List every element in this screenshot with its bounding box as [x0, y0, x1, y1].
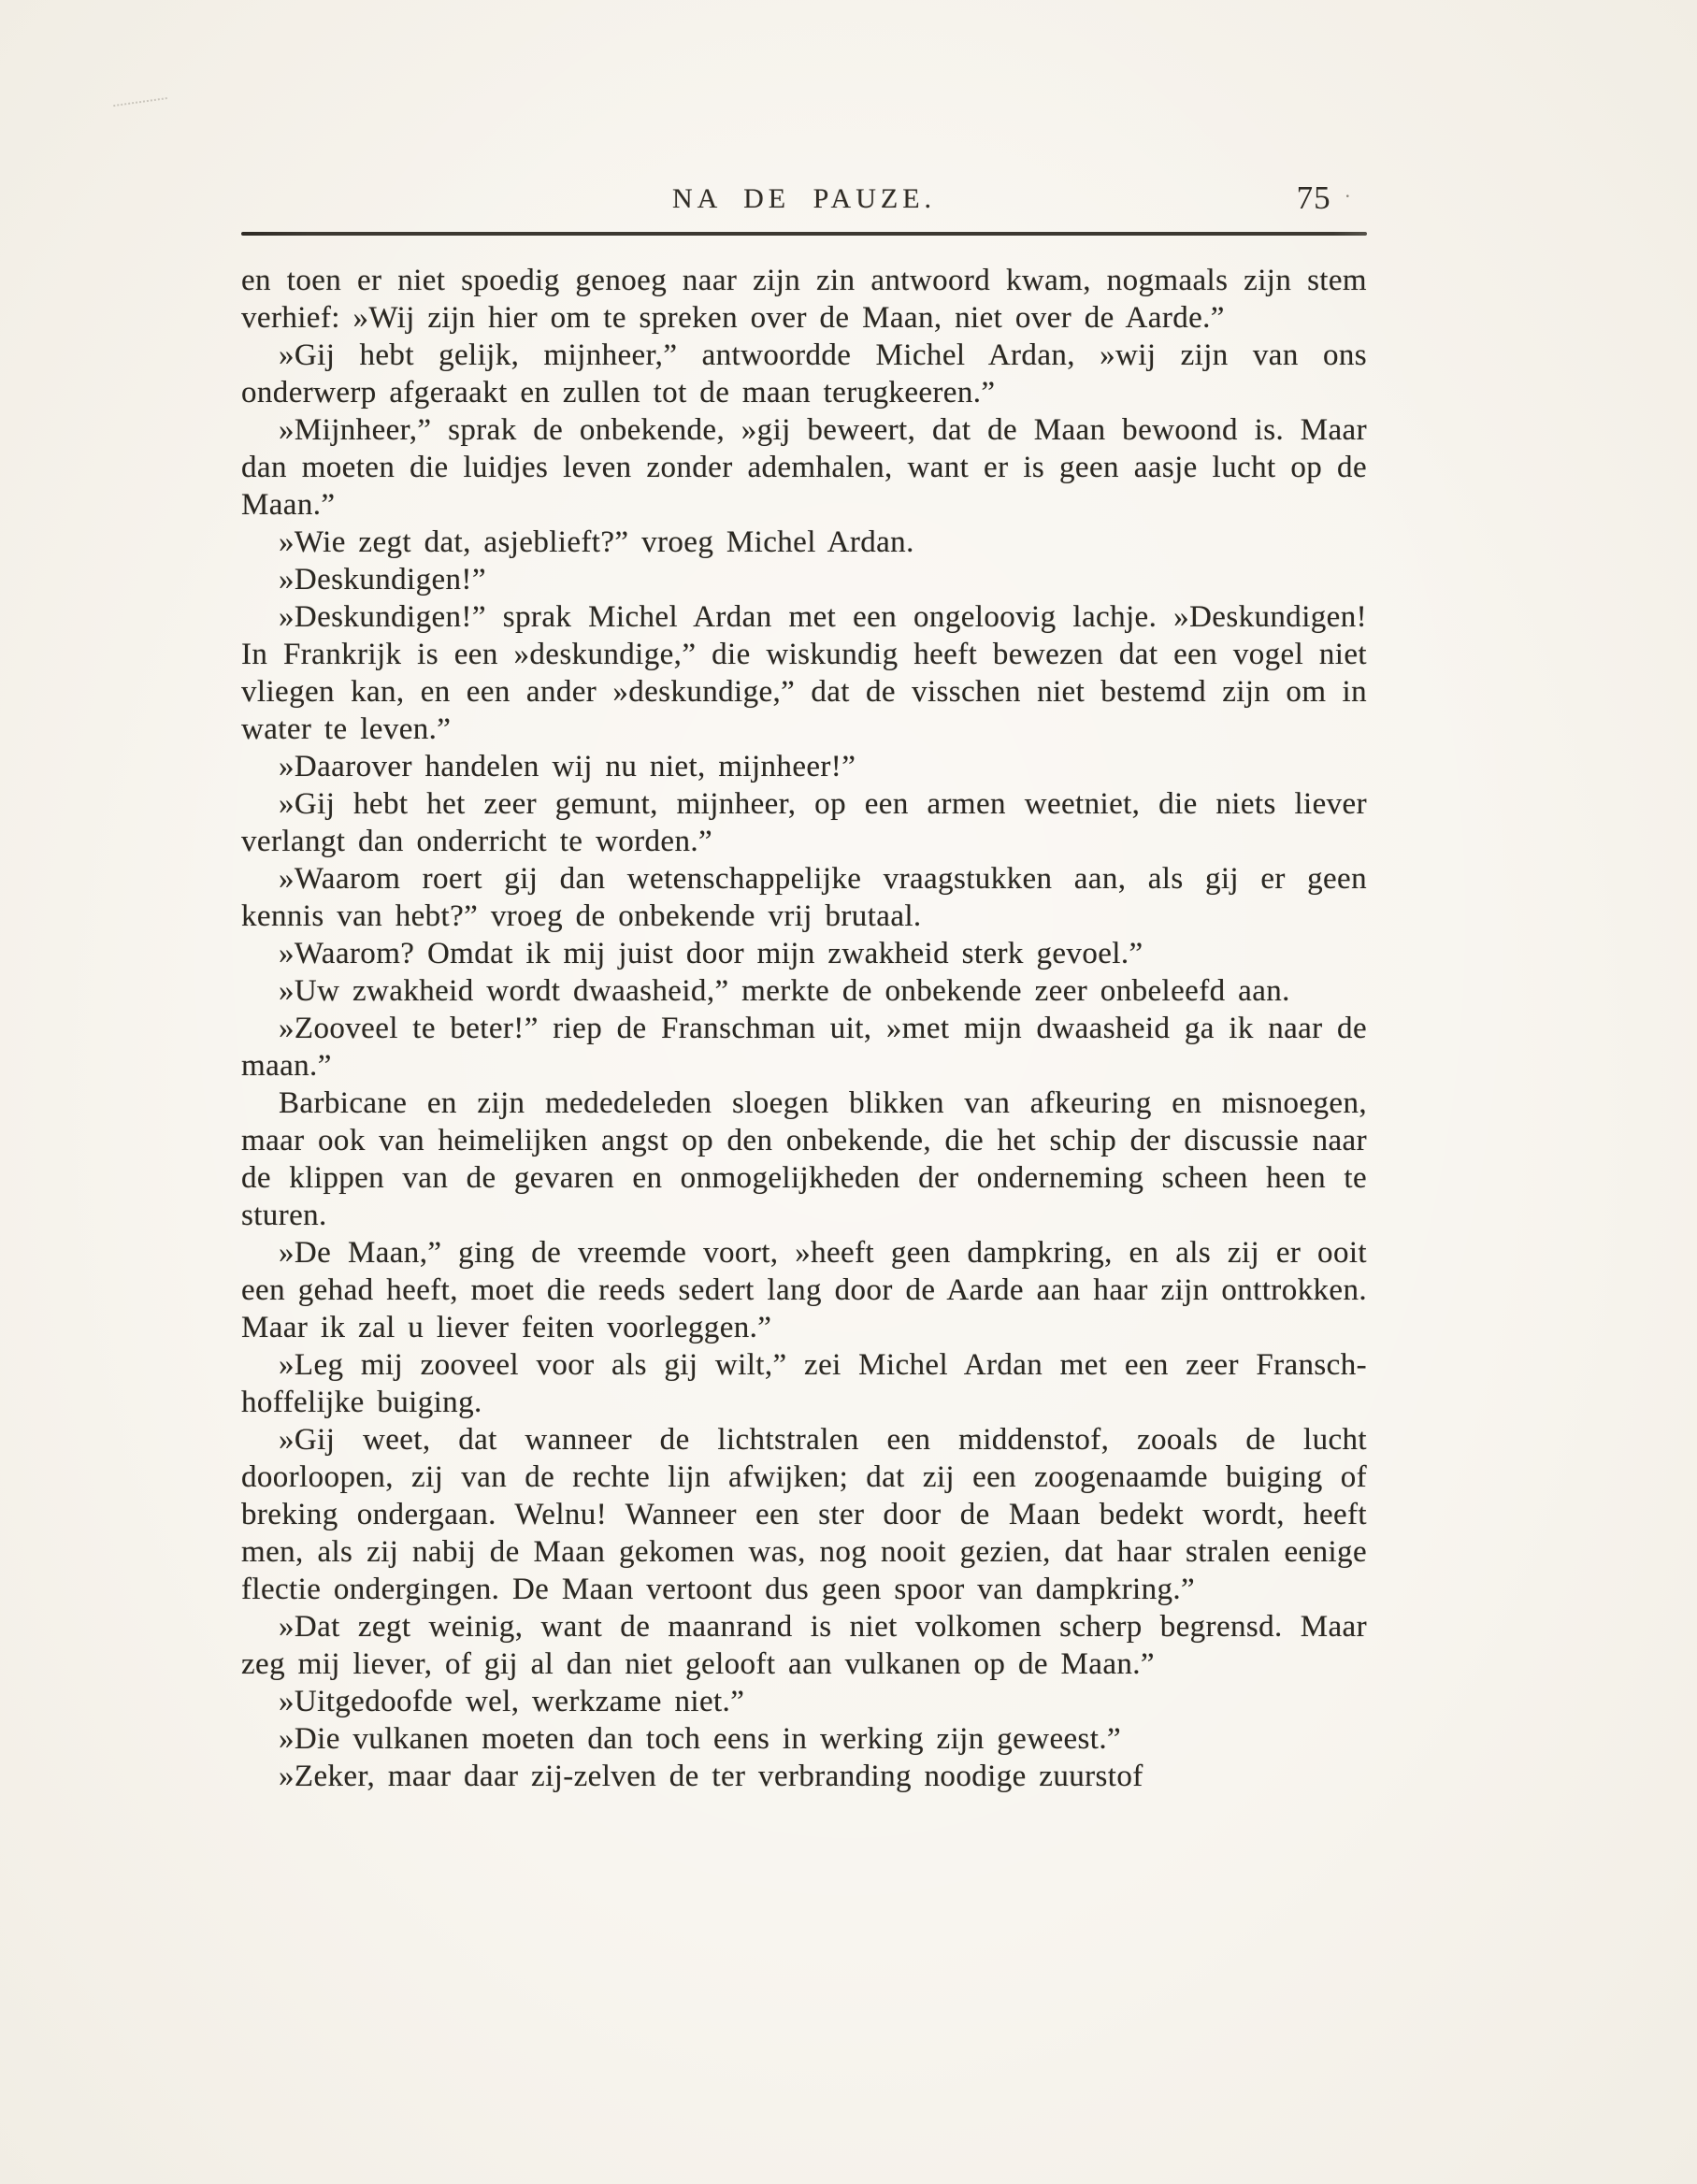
paragraph: »Uitgedoofde wel, werkzame niet.” [279, 1685, 745, 1718]
paragraph: »Daarover handelen wij nu niet, mijnheer!” [279, 750, 856, 783]
paragraph: »Wie zegt dat, asjeblieft?” vroeg Michel Ardan. [279, 525, 914, 559]
paragraph: »Gij hebt gelijk, mijnheer,” antwoordde Michel Ardan, »wij zijn van ons onderwerp afgeraakt en zullen tot de maan terugkeeren.” [241, 338, 1367, 410]
paragraph: »Zeker, maar daar zij-zelven de ter verbranding noodige zuurstof [279, 1760, 1143, 1793]
page-number: 75 · [1297, 180, 1352, 217]
paragraph: »De Maan,” ging de vreemde voort, »heeft geen dampkring, en als zij er ooit een gehad heeft, moet die reeds sedert lang door de Aarde aan haar zijn onttrokken. Maar ik zal u liever feiten voorleggen.” [241, 1236, 1367, 1344]
paragraph: »Gij hebt het zeer gemunt, mijnheer, op een armen weetniet, die niets liever verlangt dan onderricht te worden.” [241, 787, 1367, 858]
body-text [241, 262, 1367, 1795]
paragraph: »Deskundigen!” sprak Michel Ardan met een ongeloovig lachje. »Deskundigen! In Frankrijk is een »deskundige,” die wiskundig heeft bewezen dat een vogel niet vliegen kan, en een ander »deskundige,” dat de visschen niet bestemd zijn om in water te leven.” [241, 600, 1367, 746]
paragraph: en toen er niet spoedig genoeg naar zijn zin antwoord kwam, nogmaals zijn stem verhief: »Wij zijn hier om te spreken over de Maan, niet over de Aarde.” [241, 264, 1367, 335]
pencil-mark [113, 97, 169, 120]
paragraph: »Waarom roert gij dan wetenschappelijke vraagstukken aan, als gij er geen kennis van hebt?” vroeg de onbekende vrij brutaal. [241, 862, 1367, 933]
page-header [241, 180, 1367, 224]
paragraph: Barbicane en zijn mededeleden sloegen blikken van afkeuring en misnoegen, maar ook van heimelijken angst op den onbekende, die het schip der discussie naar de klippen van de gevaren en onmogelijkheden der onderneming scheen heen te sturen. [241, 1086, 1367, 1232]
running-title: NA DE PAUZE. [671, 183, 937, 214]
paragraph: »Mijnheer,” sprak de onbekende, »gij beweert, dat de Maan bewoond is. Maar dan moeten die luidjes leven zonder ademhalen, want er is geen aasje lucht op de Maan.” [241, 413, 1367, 522]
paragraph: »Deskundigen!” [279, 563, 486, 596]
paragraph: »Dat zegt weinig, want de maanrand is niet volkomen scherp begrensd. Maar zeg mij liever, of gij al dan niet gelooft aan vulkanen op de Maan.” [241, 1610, 1367, 1681]
header-rule [241, 232, 1367, 236]
paragraph: »Uw zwakheid wordt dwaasheid,” merkte de onbekende zeer onbeleefd aan. [279, 974, 1290, 1008]
paragraph: »Waarom? Omdat ik mij juist door mijn zwakheid sterk gevoel.” [279, 937, 1143, 970]
paragraph: »Die vulkanen moeten dan toch eens in werking zijn geweest.” [279, 1722, 1122, 1756]
paragraph: »Gij weet, dat wanneer de lichtstralen een middenstof, zooals de lucht doorloopen, zij van de rechte lijn afwijken; dat zij een zoogenaamde buiging of breking ondergaan. Welnu! Wanneer een ster door de Maan bedekt wordt, heeft men, als zij nabij de Maan gekomen was, nog nooit gezien, dat haar stralen eenige flectie ondergingen. De Maan vertoont dus geen spoor van dampkring.” [241, 1423, 1367, 1606]
paragraph: »Zooveel te beter!” riep de Franschman uit, »met mijn dwaasheid ga ik naar de maan.” [241, 1012, 1367, 1083]
text-column [241, 180, 1367, 1795]
paragraph: »Leg mij zooveel voor als gij wilt,” zei Michel Ardan met een zeer Fransch-hoffelijke buiging. [241, 1348, 1367, 1419]
